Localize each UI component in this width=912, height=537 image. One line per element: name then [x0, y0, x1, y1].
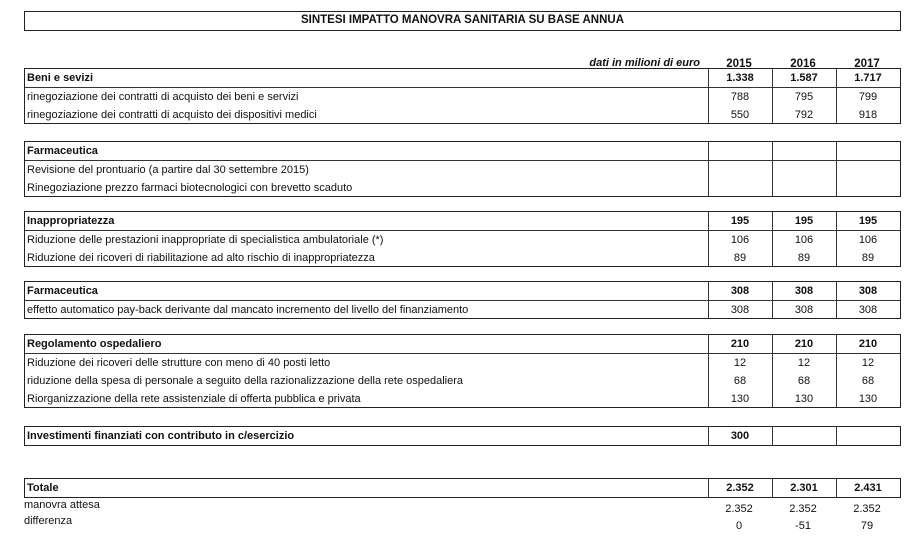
row-value-2017: 130 — [858, 393, 878, 405]
total-label: Totale — [27, 482, 59, 494]
row-value-2016: 89 — [797, 252, 811, 264]
section-1 — [24, 68, 901, 124]
row-label: Riduzione dei ricoveri di riabilitazione ad alto rischio di inappropriatezza — [27, 252, 375, 264]
table-row — [25, 249, 900, 267]
row-label: Riduzione dei ricoveri delle strutture con meno di 40 posti letto — [27, 357, 331, 369]
section-header-row — [25, 142, 900, 161]
row-value-2015: 106 — [730, 234, 750, 246]
row-value-2016: 795 — [794, 91, 814, 103]
section-header-row — [25, 427, 900, 445]
diff-value-2015: 0 — [735, 520, 743, 532]
section-4 — [24, 281, 901, 319]
row-value-2016: 792 — [794, 109, 814, 121]
row-label: Riduzione delle prestazioni inappropriate di specialistica ambulatoriale (*) — [27, 234, 384, 246]
diff-value-2017: 79 — [860, 520, 874, 532]
section-total-2017: 195 — [858, 215, 878, 227]
section-total-2015: 195 — [730, 215, 750, 227]
section-5 — [24, 334, 901, 408]
section-total-2016: 308 — [794, 285, 814, 297]
section-2 — [24, 141, 901, 197]
row-label: Riorganizzazione della rete assistenziale di offerta pubblica e privata — [27, 393, 361, 405]
section-total-2017: 210 — [858, 338, 878, 350]
total-row — [25, 479, 900, 497]
row-label: Rinegoziazione prezzo farmaci biotecnologici con brevetto scaduto — [27, 182, 353, 194]
total-value-2016: 2.301 — [790, 482, 818, 494]
section-3 — [24, 211, 901, 267]
section-header: Investimenti finanziati con contributo in c/esercizio — [27, 430, 295, 442]
section-total-2016: 195 — [794, 215, 814, 227]
row-label: rinegoziazione dei contratti di acquisto dei dispositivi medici — [27, 109, 317, 121]
year-header-2016: 2016 — [790, 58, 816, 70]
section-header-row — [25, 69, 900, 88]
expected-value-2017: 2.352 — [853, 503, 881, 515]
row-value-2015: 788 — [730, 91, 750, 103]
table-row — [25, 88, 900, 106]
row-value-2016: 130 — [794, 393, 814, 405]
total-value-2017: 2.431 — [854, 482, 882, 494]
table-row — [25, 231, 900, 249]
row-value-2017: 308 — [858, 304, 878, 316]
table-row — [25, 106, 900, 124]
row-value-2017: 12 — [861, 357, 875, 369]
expected-label: manovra attesa — [24, 499, 100, 511]
row-value-2017: 106 — [858, 234, 878, 246]
table-row — [25, 354, 900, 372]
expected-value-2015: 2.352 — [725, 503, 753, 515]
page-title: SINTESI IMPATTO MANOVRA SANITARIA SU BASE ANNUA — [24, 11, 901, 31]
section-total-2015: 1.338 — [726, 72, 754, 84]
table-row — [25, 390, 900, 408]
row-value-2016: 106 — [794, 234, 814, 246]
unit-label: dati in milioni di euro — [589, 57, 700, 69]
section-total-2015: 210 — [730, 338, 750, 350]
row-label: rinegoziazione dei contratti di acquisto dei beni e servizi — [27, 91, 299, 103]
diff-value-2016: -51 — [795, 520, 811, 532]
section-header: Regolamento ospedaliero — [27, 338, 162, 350]
section-header: Beni e sevizi — [27, 72, 94, 84]
year-header-2017: 2017 — [854, 58, 880, 70]
table-row — [25, 161, 900, 179]
row-value-2017: 799 — [858, 91, 878, 103]
row-value-2015: 550 — [730, 109, 750, 121]
section-total-2015: 300 — [730, 430, 750, 442]
section-total-2017: 308 — [858, 285, 878, 297]
section-header: Farmaceutica — [27, 145, 98, 157]
section-header: Inappropriatezza — [27, 215, 115, 227]
row-label: riduzione della spesa di personale a seguito della razionalizzazione della rete ospedaliera — [27, 375, 464, 387]
table-row — [25, 179, 900, 197]
row-value-2017: 89 — [861, 252, 875, 264]
row-value-2016: 68 — [797, 375, 811, 387]
row-label: Revisione del prontuario (a partire dal 30 settembre 2015) — [27, 164, 309, 176]
row-label: effetto automatico pay-back derivante dal mancato incremento del livello del finanziamento — [27, 304, 469, 316]
section-header: Farmaceutica — [27, 285, 98, 297]
section-total-2016: 1.587 — [790, 72, 818, 84]
row-value-2015: 308 — [730, 304, 750, 316]
expected-value-2016: 2.352 — [789, 503, 817, 515]
total-value-2015: 2.352 — [726, 482, 754, 494]
row-value-2015: 12 — [733, 357, 747, 369]
section-total-2016: 210 — [794, 338, 814, 350]
row-value-2017: 68 — [861, 375, 875, 387]
table-row — [25, 372, 900, 390]
section-6 — [24, 426, 901, 446]
row-value-2015: 68 — [733, 375, 747, 387]
total-box — [24, 478, 901, 498]
section-total-2015: 308 — [730, 285, 750, 297]
row-value-2016: 12 — [797, 357, 811, 369]
row-value-2017: 918 — [858, 109, 878, 121]
row-value-2015: 130 — [730, 393, 750, 405]
section-header-row — [25, 335, 900, 354]
section-header-row — [25, 212, 900, 231]
section-header-row — [25, 282, 900, 301]
row-value-2016: 308 — [794, 304, 814, 316]
section-total-2017: 1.717 — [854, 72, 882, 84]
table-row — [25, 301, 900, 319]
diff-label: differenza — [24, 515, 73, 527]
row-value-2015: 89 — [733, 252, 747, 264]
year-header-2015: 2015 — [726, 58, 752, 70]
